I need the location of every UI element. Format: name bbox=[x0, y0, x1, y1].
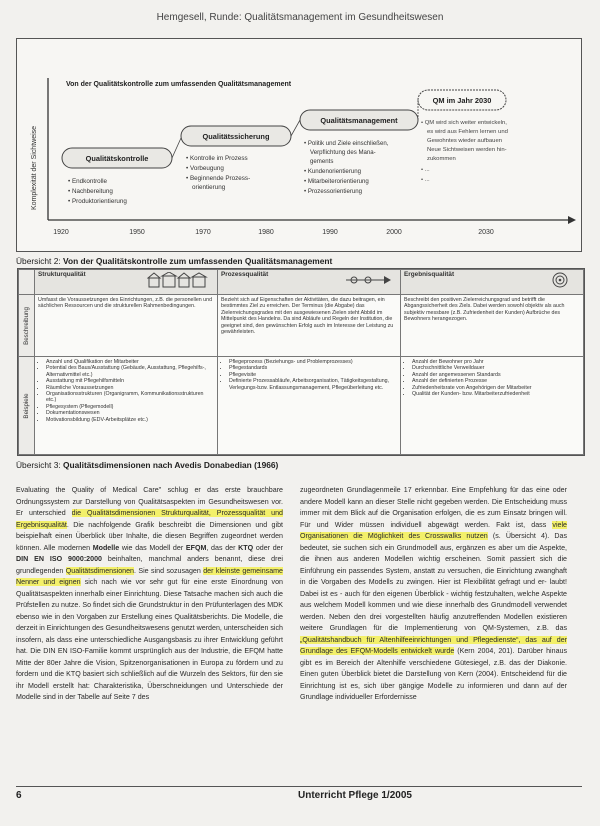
svg-text:Qualitätssicherung: Qualitätssicherung bbox=[202, 132, 270, 141]
evolution-figure bbox=[16, 38, 582, 252]
corner-cell bbox=[19, 270, 35, 295]
process-arrows-icon bbox=[344, 272, 392, 288]
body-text: sich nach wie vor sehr gut für eine erste Einordnung von Qualitätsaspekten innerhalb einer Einrichtung. Diese Tatsache machen sich auch die Prüfstellen zu nutze. So findet sich die Grundstruktur in den Prüfunterlagen des MDK ebenso wie in den Vorgaben zur Erstellung eines Qualitätsberichts. Die Modelle, die derzeit in Einrichtungen des Gesundheitswesens genutzt werden, unterscheiden sich insofern, als dass eine unterschiedliche Ausgangsbasis zu ihrer Entwicklung geführt hat. Die DIN EN ISO-Familie kommt ursprünglich aus der Industrie, die EFQM hatte Mitte der 80er Jahre die Vision, Spitzenorganisationen in Europa zu fördern und zu fordern und die KTQ basiert sich schließlich auf die Wurzeln des Sektors, für den sie ihr Modell erstellt hat: Charakteristika, Überschneidungen und Unterschiede der Modelle sind in der Tabelle auf Seite 7 des bbox=[16, 578, 283, 701]
x-tick: 1990 bbox=[322, 229, 338, 236]
body-text: (s. Übersicht 4). Das bedeutet, sie suchen sich ein Grundmodell aus, ergänzen es aber um die Aspekte, die ihnen aus anderen Modellen wichtig erscheinen. Somit passiert sich die Einführung ein passendes System, anstatt zu versuchen, die Einrichtung zwanghaft in die Vorgaben des Modells zu zwingen. Hier ist Flexibilität gefragt und er- laubt! Dabei ist es - auch für den eigenen Überblick - wichtig festzuhalten, welche Aspekte aus welchem Modell kommen und wie diese innerhalb des Grundmodell verwendet werden. Neben den drei vorgestellten häufig anzutreffenden Modellen existieren weitere Grundlagen für die Implementierung von QM-Systemen, z.B. das bbox=[300, 532, 567, 632]
desc-prozess: Bezieht sich auf Eigenschaften der Aktivitäten, die dazu beitragen, ein bestimmtes Ziel zu erreichen. Der Terminus (die Abgabe) das Zielerreichungsgrades mit den ausgewiesenen Zielen steht Abbild im Mittelpunkt des Handelns. Da sind Abläufe und Regeln der Institution, die geeignet sind, den gewünschten Erfolg auch im Interesse der Leistung zu gewährleisten. bbox=[218, 295, 401, 357]
row-header-beschreibung: Beschreibung bbox=[19, 295, 35, 357]
body-text: EFQM bbox=[185, 543, 207, 552]
figure-caption-1: Übersicht 2: Von der Qualitätskontrolle zum umfassenden Qualitätsmanagement bbox=[16, 256, 333, 266]
y-axis-label: Komplexität der Sichtweise bbox=[31, 125, 38, 210]
x-tick: 2030 bbox=[478, 229, 494, 236]
col-header-ergebnis: Ergebnisqualität bbox=[401, 270, 584, 295]
journal-issue: Unterricht Pflege 1/2005 bbox=[298, 790, 412, 801]
svg-text:• Nachbereitung: • Nachbereitung bbox=[68, 188, 113, 195]
body-text: (Kern 2004, 201). Darüber hinaus gibt es im Bereich der Altenhilfe verschiedene Gütesiegel, z.B. das der Diakonie. Einen guten Überblick bietet die Darstellung von Kern (2004). Entscheidend für die Einrichtung ist es, sich über gängige Modelle zu informieren und dann auf der Grundlage individueller Erfordernisse bbox=[300, 647, 568, 701]
svg-text:• Produktorientierung: • Produktorientierung bbox=[68, 198, 127, 205]
footer-rule bbox=[16, 786, 582, 787]
body-text: , das der bbox=[206, 543, 239, 552]
buildings-icon bbox=[147, 272, 209, 288]
row-header-beispiele: Beispiele bbox=[19, 357, 35, 455]
highlighted-text: Qualitätsdimensionen bbox=[65, 566, 134, 575]
svg-text:es wird aus Fehlern lernen und: es wird aus Fehlern lernen und bbox=[427, 129, 508, 135]
body-text: wie das Modell der bbox=[119, 543, 186, 552]
highlighted-text: die Qualitätsdimensionen Strukturqualität, Prozessqualität und Ergebnisqualität bbox=[16, 509, 283, 529]
svg-text:QM im Jahr 2030: QM im Jahr 2030 bbox=[432, 96, 492, 105]
svg-text:orientierung: orientierung bbox=[192, 184, 226, 191]
body-text: . Sie sind sozusagen bbox=[133, 566, 204, 575]
svg-text:• Politik und Ziele einschließ: • Politik und Ziele einschließen, bbox=[304, 140, 389, 147]
quality-dimensions-table bbox=[17, 268, 585, 456]
x-tick: 1980 bbox=[258, 229, 274, 236]
svg-text:• Kontrolle im Prozess: • Kontrolle im Prozess bbox=[186, 155, 248, 162]
figure-title: Von der Qualitätskontrolle zum umfassenden Qualitätsmanagement bbox=[66, 81, 292, 88]
x-tick: 1950 bbox=[129, 229, 145, 236]
svg-text:• Endkontrolle: • Endkontrolle bbox=[68, 178, 107, 185]
svg-text:• Mitarbeiterorientierung: • Mitarbeiterorientierung bbox=[304, 178, 369, 185]
examples-ergebnis: • Anzahl der Bewohner pro Jahr • Durchschnittliche Verweildauer • Anzahl der angemessenen Standards • Anzahl der definierten Prozesse • Zufriedenheitsrate von Angehörigen der Mitarbeiter • Qualität der Kunden- bzw. Mitarbeiterzufriedenheit bbox=[401, 357, 584, 455]
svg-text:Gewohntes wieder aufbauen: Gewohntes wieder aufbauen bbox=[427, 138, 502, 144]
svg-text:gements: gements bbox=[310, 158, 334, 165]
svg-text:• Beginnende Prozess-: • Beginnende Prozess- bbox=[186, 175, 251, 182]
page-number: 6 bbox=[16, 790, 22, 801]
body-text: KTQ bbox=[238, 543, 254, 552]
body-paragraph bbox=[300, 485, 567, 704]
body-text: oder der bbox=[253, 543, 283, 552]
svg-text:• ...: • ... bbox=[421, 167, 430, 173]
target-icon bbox=[545, 272, 575, 288]
highlighted-text: „Qualitätshandbuch für Altenhilfeeinrichtungen und Pflegedienste“, das auf der Grundlage des EFQM-Modells entwickelt wurde bbox=[300, 635, 567, 655]
x-tick: 1970 bbox=[195, 229, 211, 236]
svg-text:Verpflichtung des Mana-: Verpflichtung des Mana- bbox=[310, 149, 376, 156]
body-text: zugeordneten Grundlagenmeile 17 erkennbar. Eine Empfehlung für das eine oder andere Modell kann an dieser Stelle nicht gegeben werden. Die Entscheidung muss immer mit dem Blick auf die Organisation erfolgen, die es zum Einsatz bringen will. Für und Wider müssen individuell abgewägt werden. Fakt ist, dass bbox=[300, 486, 567, 529]
svg-text:zukommen: zukommen bbox=[427, 156, 456, 162]
body-text: Modelle bbox=[92, 543, 120, 552]
desc-struktur: Umfasst die Voraussetzungen des Einrichtungen, z.B. die personellen und sächlichen Ressourcen und die strukturellen Rahmenbedingungen. bbox=[35, 295, 218, 357]
examples-struktur: • Anzahl und Qualifikation der Mitarbeiter • Potential des Baus/Ausstattung (Gebäude, Ausstattung, Pflegehilfs-, Alternativmittel etc.) • Ausstattung mit Pflegehilfsmitteln • Räumliche Voraussetzungen • Organisationsstrukturen (Organigramm, Kommunikationsstrukturen etc.) • Pflegesystem (Pflegemodell) • Dokumentationswesen • Motivationsbildung (EDV-Arbeitsplätze etc.) bbox=[35, 357, 218, 455]
svg-text:• Prozessorientierung: • Prozessorientierung bbox=[304, 188, 363, 195]
body-text: Evaluating the Quality of Medical Care" schlug er das erste brauchbare Ordnungssystem zur Darstellung von Qualitätsaspekten im Gesundheitswesen vor. Er unterschied bbox=[16, 486, 283, 517]
svg-text:Qualitätskontrolle: Qualitätskontrolle bbox=[85, 154, 149, 163]
running-head: Hemgesell, Runde: Qualitätsmanagement im Gesundheitswesen bbox=[156, 12, 444, 23]
svg-text:Neue Sichtweisen werden hin-: Neue Sichtweisen werden hin- bbox=[427, 147, 507, 153]
body-column-right bbox=[300, 485, 567, 704]
body-text: . Die nachfolgende Grafik beschreibt die Dimensionen und gibt beispielhaft einen Überblick über Inhalte, die diesen Begriffen zugeordnet werden können. Alle modernen bbox=[16, 520, 283, 552]
svg-text:• QM wird sich weiter entwicke: • QM wird sich weiter entwickeln, bbox=[421, 120, 507, 126]
examples-prozess: • Pflegeprozess (Beziehungs- und Problemprozesses) • Pflegestandards • Pflegevisite • Definierte Prozessabläufe, Arbeitsorganisation, Tätigkeitsgestaltung, Verlegungs-bzw. Entlassungsmanagement, Pflegeüberleitung etc. bbox=[218, 357, 401, 455]
x-tick: 1920 bbox=[53, 229, 69, 236]
body-column-left bbox=[16, 485, 283, 704]
svg-text:Qualitätsmanagement: Qualitätsmanagement bbox=[320, 116, 398, 125]
body-text: beinhalten, manchmal anders benannt, diese drei grundlegenden bbox=[16, 555, 283, 575]
svg-text:• Vorbeugung: • Vorbeugung bbox=[186, 165, 224, 172]
body-text: DIN EN ISO 9000:2000 bbox=[16, 555, 102, 563]
body-paragraph bbox=[16, 485, 283, 704]
col-header-struktur: Strukturqualität bbox=[35, 270, 218, 295]
figure-caption-2: Übersicht 3: Qualitätsdimensionen nach Avedis Donabedian (1966) bbox=[16, 460, 279, 470]
highlighted-text: der kleinste gemeinsame Nenner und eignen bbox=[16, 566, 283, 586]
svg-text:• Kundenorientierung: • Kundenorientierung bbox=[304, 168, 362, 175]
x-tick: 2000 bbox=[386, 229, 402, 236]
svg-text:• ...: • ... bbox=[421, 177, 430, 183]
col-header-prozess: Prozessqualität bbox=[218, 270, 401, 295]
highlighted-text: viele Organisationen die Möglichkeit des Crosswalks nutzen bbox=[300, 520, 567, 540]
desc-ergebnis: Beschreibt den positiven Zielerreichungsgrad und betrifft die Abgangssicherheit des Ziels. Dabei werden sowohl objektiv als auch subjektiv messbare (z.B. Zufriedenheit der Kunden) Aufbrüche des Bewohners herangezogen. bbox=[401, 295, 584, 357]
